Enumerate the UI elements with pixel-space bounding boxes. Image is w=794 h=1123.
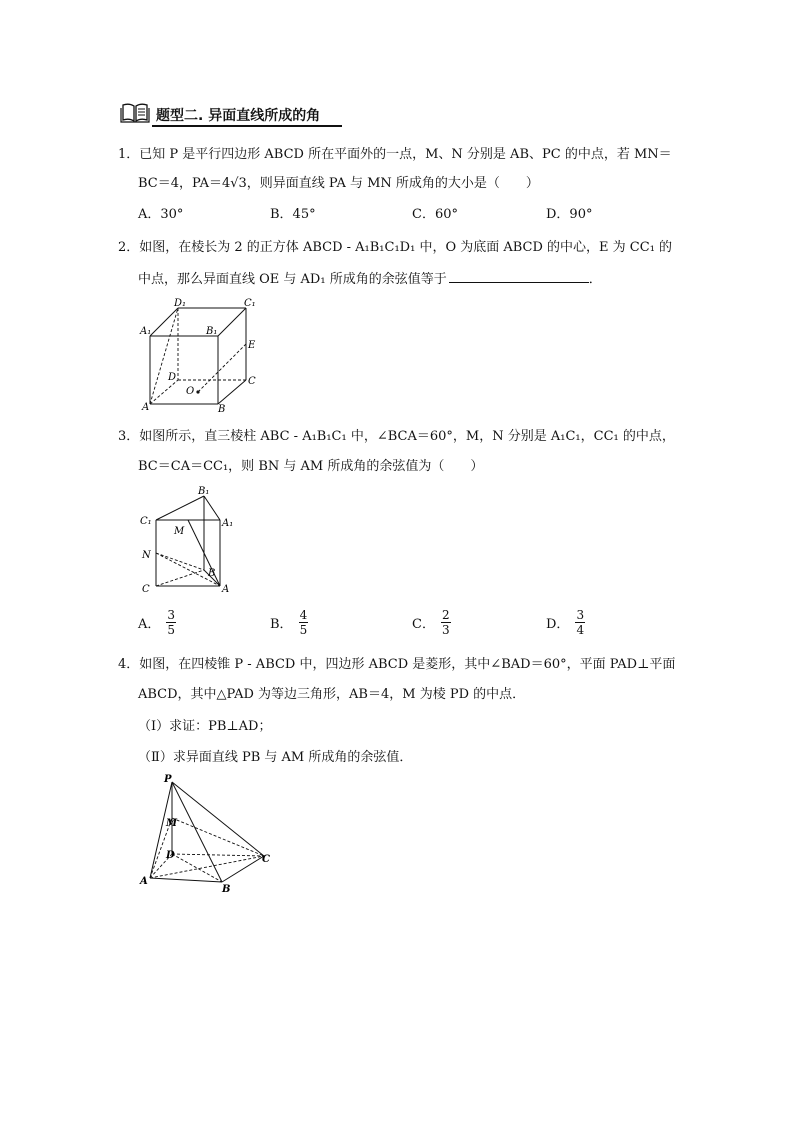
label-b1: B₁ bbox=[206, 326, 218, 337]
label-b: B bbox=[218, 404, 226, 415]
label-m: M bbox=[166, 818, 178, 829]
q1-option-b: B．45° bbox=[270, 207, 316, 222]
q4-line2: ABCD，其中△PAD 为等边三角形，AB＝4，M 为棱 PD 的中点． bbox=[138, 687, 526, 702]
label-n: N bbox=[142, 550, 151, 561]
q1-line1: 1．已知 P 是平行四边形 ABCD 所在平面外的一点，M、N 分别是 AB、PC 的中点，若 MN＝ bbox=[118, 147, 672, 162]
label-p: P bbox=[164, 774, 172, 785]
q3-option-d: D． $\frac{3}{4}$ bbox=[546, 608, 585, 637]
q4-line1: 4．如图，在四棱锥 P - ABCD 中，四边形 ABCD 是菱形，其中∠BAD＝60°，平面 PAD⊥平面 bbox=[118, 657, 676, 672]
label-d: D bbox=[168, 372, 177, 383]
q2-line2-text: 中点，那么异面直线 OE 与 AD₁ 所成角的余弦值等于 bbox=[138, 272, 447, 287]
label-c1: C₁ bbox=[140, 516, 152, 527]
q4-part2: （Ⅱ）求异面直线 PB 与 AM 所成角的余弦值． bbox=[138, 750, 413, 765]
label-c: C bbox=[262, 854, 270, 865]
q1-line2: BC＝4，PA＝4√3，则异面直线 PA 与 MN 所成角的大小是（ ） bbox=[138, 176, 539, 191]
q3-option-b: B． $\frac{4}{5}$ bbox=[270, 608, 308, 637]
label-b: B bbox=[222, 884, 231, 895]
q4-part1: （Ⅰ）求证：PB⊥AD； bbox=[138, 719, 272, 734]
label-d: D bbox=[166, 850, 175, 861]
label-a: A bbox=[140, 876, 148, 887]
q3-line1: 3．如图所示，直三棱柱 ABC - A₁B₁C₁ 中，∠BCA＝60°，M，N 分别是 A₁C₁，CC₁ 的中点， bbox=[118, 429, 675, 444]
label-c: C bbox=[142, 584, 150, 595]
q1-option-a: A．30° bbox=[138, 207, 184, 222]
prism-figure bbox=[138, 486, 248, 598]
label-a1: A₁ bbox=[140, 326, 152, 337]
q3-line2: BC＝CA＝CC₁，则 BN 与 AM 所成角的余弦值为（ ） bbox=[138, 459, 484, 474]
label-e: E bbox=[248, 340, 256, 351]
q2-line2-end: ． bbox=[588, 272, 602, 287]
book-icon bbox=[120, 102, 150, 128]
answer-blank bbox=[449, 270, 589, 283]
label-b: B bbox=[208, 568, 216, 579]
q1-option-d: D．90° bbox=[546, 207, 593, 222]
label-a: A bbox=[222, 584, 230, 595]
section-title: 题型二. 异面直线所成的角 bbox=[156, 108, 321, 124]
q2-line2 bbox=[138, 270, 602, 289]
section-underline bbox=[152, 125, 342, 127]
q3-option-a: A． $\frac{3}{5}$ bbox=[138, 608, 176, 637]
q2-line1: 2．如图，在棱长为 2 的正方体 ABCD - A₁B₁C₁D₁ 中，O 为底面 ABCD 的中心，E 为 CC₁ 的 bbox=[118, 240, 673, 255]
label-d1: D₁ bbox=[174, 298, 187, 309]
label-b1: B₁ bbox=[198, 486, 210, 497]
cube-figure bbox=[138, 296, 268, 416]
q1-option-c: C．60° bbox=[412, 207, 458, 222]
label-c1: C₁ bbox=[244, 298, 256, 309]
pyramid-figure bbox=[138, 770, 278, 896]
label-m: M bbox=[174, 526, 185, 537]
label-o: O bbox=[186, 386, 195, 397]
label-a1: A₁ bbox=[222, 518, 234, 529]
q3-option-c: C． $\frac{2}{3}$ bbox=[412, 608, 450, 637]
label-a: A bbox=[142, 402, 150, 413]
section-header bbox=[120, 104, 320, 126]
label-c: C bbox=[248, 376, 256, 387]
